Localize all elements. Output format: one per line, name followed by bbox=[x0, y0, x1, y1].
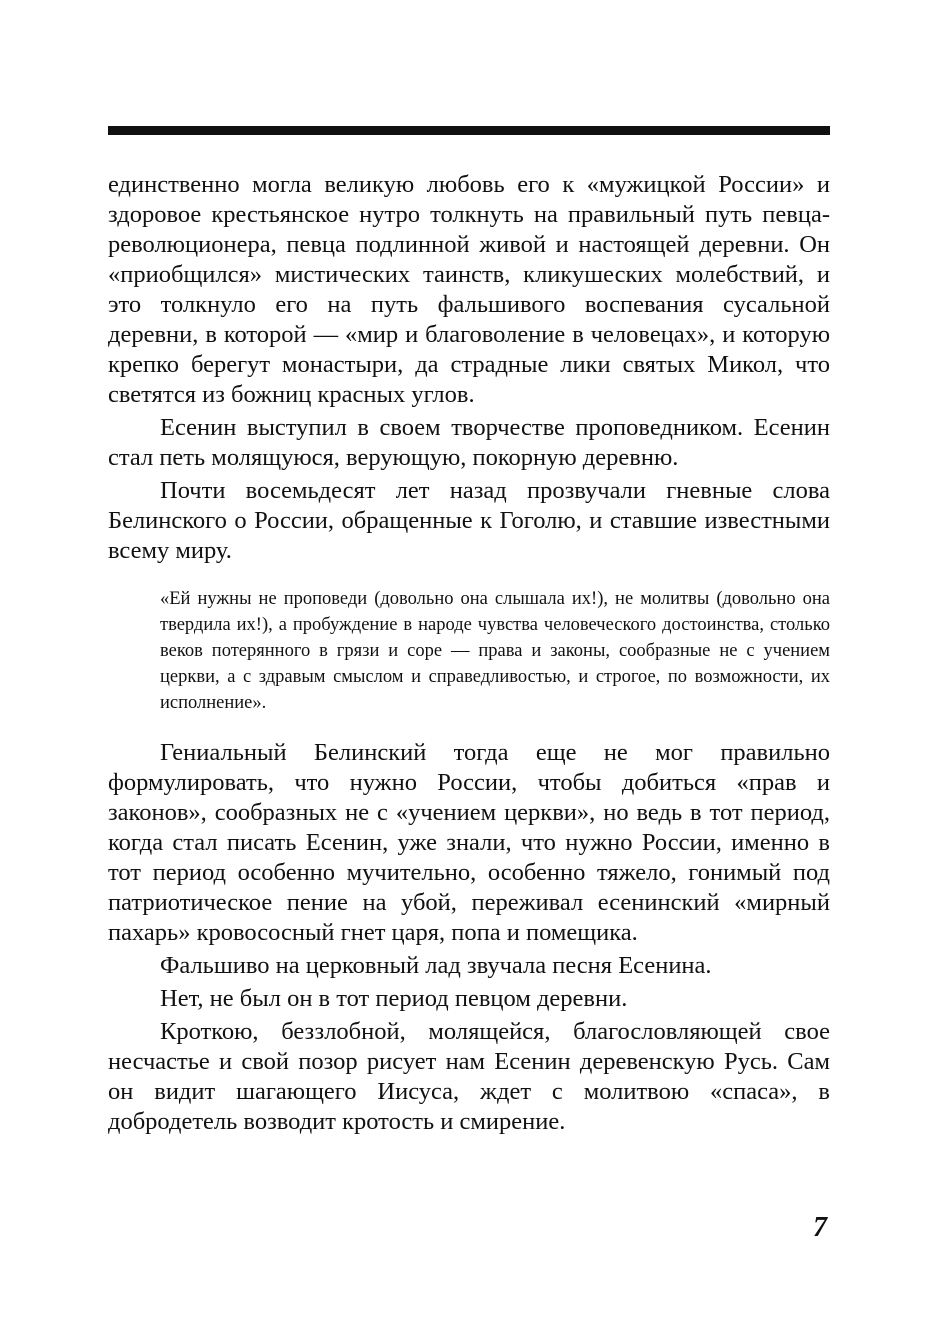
paragraph: Почти восемьдесят лет назад прозвучали гневные слова Белинского о России, обращенные к Гоголю, и ставшие известными всему миру. bbox=[108, 477, 830, 564]
paragraph: Кроткою, беззлобной, молящейся, благословляющей свое несчастье и свой позор рисует нам Есенин деревенскую Русь. Сам он видит шагающего Иисуса, ждет с молитвою «спаса», в добродетель возводит кротость и смирение. bbox=[108, 1018, 830, 1135]
header-rule bbox=[108, 126, 830, 135]
paragraph: Фальшиво на церковный лад звучала песня Есенина. bbox=[160, 952, 712, 979]
paragraph: единственно могла великую любовь его к «мужицкой России» и здоровое крестьянское нутро толкнуть на правильный путь певца-революционера, певца подлинной живой и настоящей деревни. Он «приобщился» мистических таинств, кликушеских молебствий, и это толкнуло его на путь фальшивого воспевания сусальной деревни, в которой — «мир и благоволение в человецах», и которую крепко берегут монастыри, да страдные лики святых Микол, что светятся из божниц красных углов. bbox=[108, 171, 830, 408]
page-body bbox=[108, 170, 830, 1137]
page-number: 7 bbox=[813, 1212, 827, 1243]
block-quote: «Ей нужны не проповеди (довольно она слышала их!), не молитвы (довольно она твердила их!), а пробуждение в народе чувства человеческого достоинства, столько веков потерянного в грязи и соре — права и законы, сообразные не с учением церкви, а с здравым смыслом и справедливостью, и строгое, по возможности, их исполнение». bbox=[160, 589, 830, 713]
paragraph: Есенин выступил в своем творчестве проповедником. Есенин стал петь молящуюся, верующую, покорную деревню. bbox=[108, 414, 830, 471]
paragraph: Гениальный Белинский тогда еще не мог правильно формулировать, что нужно России, чтобы добиться «прав и законов», сообразных не с «учением церкви», но ведь в тот период, когда стал писать Есенин, уже знали, что нужно России, именно в тот период особенно мучительно, особенно тяжело, гонимый под патриотическое пение на убой, переживал есенинский «мирный пахарь» кровососный гнет царя, попа и помещика. bbox=[108, 739, 830, 946]
paragraph: Нет, не был он в тот период певцом деревни. bbox=[160, 985, 628, 1012]
